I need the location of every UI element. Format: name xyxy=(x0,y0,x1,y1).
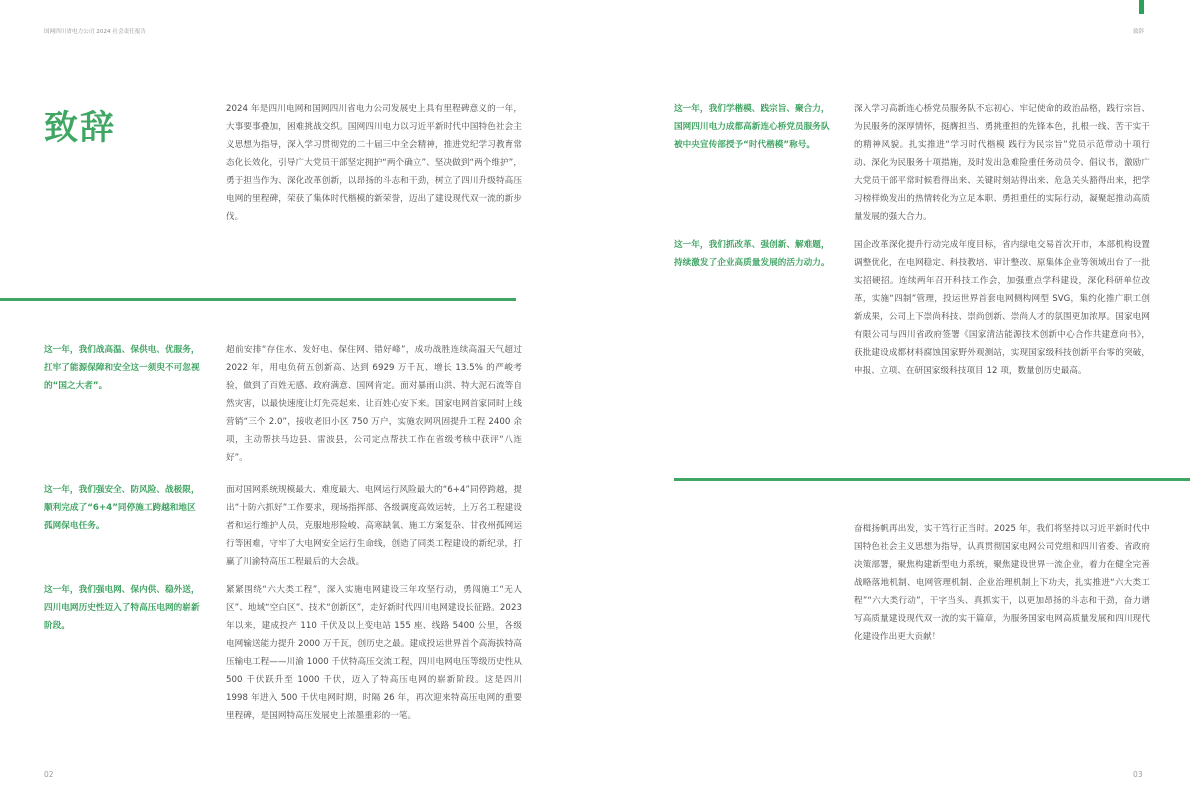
left-divider-rule xyxy=(0,298,516,301)
right-divider-rule xyxy=(674,478,1190,481)
highlight-quote-5: 这一年，我们抓改革、强创新、解难题，持续激发了企业高质量发展的活力动力。 xyxy=(674,240,830,268)
section-running-header: 致辞 xyxy=(1133,29,1145,35)
intro-paragraph: 2024 年是四川电网和国网四川省电力公司发展史上具有里程碑意义的一年，大事要事叠加，困难挑战交织。国网四川电力以习近平新时代中国特色社会主义思想为指导，深入学习贯彻党的二十届三中全会精神，推进党纪学习教育常态化长效化，引导广大党员干部坚定拥护“两个确立”、坚决做到“两个维护”，勇于担当作为、深化改革创新，以昂扬的斗志和干劲，树立了四川升级特高压电网的里程碑，荣获了集体时代楷模的新荣誉，迈出了建设现代双一流的新步伐。 xyxy=(226,104,522,222)
highlight-quote-3: 这一年，我们强电网、保内供、稳外送，四川电网历史性迈入了特高压电网的崭新阶段。 xyxy=(44,585,200,631)
section-paragraph-5: 国企改革深化提升行动完成年度目标，省内绿电交易首次开市，本部机构设置调整优化，在电网稳定、科技教培、审计整改、原集体企业等领域出台了一批实招硬招。连续两年召开科技工作会，加强重点学科建设，深化科研单位改革，实施“四制”管理，投运世界首套电网侧构网型 SVG，集约化推广职工创新成果，公司上下崇尚科技、崇尚创新、崇尚人才的氛围更加浓厚。国家电网有限公司与四川省政府签署《国家清洁能源技术创新中心合作共建意向书》，获批建设成都材料腐蚀国家野外观测站，实现国家级科技创新平台零的突破，申报、立项、在研国家级科技项目 12 项，数量创历史最高。 xyxy=(854,240,1150,376)
section-tab-marker xyxy=(1139,0,1144,14)
page-number-left: 02 xyxy=(44,770,54,779)
closing-paragraph: 奋楫扬帆再出发，实干笃行正当时。2025 年，我们将坚持以习近平新时代中国特色社会主义思想为指导，认真贯彻国家电网公司党组和四川省委、省政府决策部署，聚焦构建新型电力系统，聚焦建设世界一流企业，着力在健全完善战略落地机制、电网管理机制、企业治理机制上下功夫，扎实推进“六大类工程”“六大类行动”，干字当头、真抓实干，以更加昂扬的斗志和干劲，奋力谱写高质量建设现代双一流的实干篇章，为服务国家电网高质量发展和四川现代化建设作出更大贡献！ xyxy=(854,524,1150,642)
highlight-quote-4: 这一年，我们学楷模、践宗旨、聚合力，国网四川电力成都高新连心桥党员服务队被中央宣传部授予“时代楷模”称号。 xyxy=(674,104,830,150)
section-paragraph-4: 深入学习高新连心桥党员服务队不忘初心、牢记使命的政治品格，践行宗旨、为民服务的深厚情怀，挺膺担当、勇挑重担的先锋本色，扎根一线、苦干实干的精神风貌。扎实推进“学习时代楷模 践行为民宗旨”党员示范带动十项行动、深化为民服务十项措施，及时发出急难险重任务动员令、倡议书，激励广大党员干部平常时候看得出来、关键时刻站得出来、危急关头豁得出来，把学习榜样焕发出的热情转化为立足本职、勇担重任的实际行动，凝聚起推动高质量发展的强大合力。 xyxy=(854,104,1150,222)
page-number-right: 03 xyxy=(1133,770,1143,779)
report-running-header: 国网四川省电力公司 2024 社会责任报告 xyxy=(44,29,147,35)
highlight-quote-2: 这一年，我们强安全、防风险、战极限，顺利完成了“6+4”同停施工跨越和地区孤网保电任务。 xyxy=(44,485,200,531)
section-paragraph-2: 面对国网系统规模最大、难度最大、电网运行风险最大的“6+4”同停跨越，提出“十防六抓好”工作要求，现场指挥部、各级调度高效运转，上万名工程建设者和运行维护人员，克服地形险峻、高寒缺氧、施工方案复杂、甘孜州孤网运行等困难，守牢了大电网安全运行生命线，创造了同类工程建设的新纪录，打赢了川渝特高压工程最后的大会战。 xyxy=(226,485,522,567)
highlight-quote-1: 这一年，我们战高温、保供电、优服务，扛牢了能源保障和安全这一须臾不可忽视的“国之大者”。 xyxy=(44,345,200,391)
section-paragraph-1: 超前安排“存住水、发好电、保住网、错好峰”，成功战胜连续高温天气超过 2022 年，用电负荷五创新高、达到 6929 万千瓦、增长 13.5% 的严峻考验，做到了百姓无感、政府满意、国网肯定。面对暴雨山洪、特大泥石流等自然灾害，以最快速度让灯先亮起来、让百姓心安下来。国家电网首家同时上线营销“三个 2.0”，接收老旧小区 750 万户，实施农网巩固提升工程 2400 余项，主动帮扶马边县、雷波县，公司定点帮扶工作在省级考核中获评“八连好”。 xyxy=(226,345,522,463)
section-paragraph-3: 紧紧围绕“六大类工程”，深入实施电网建设三年攻坚行动，勇闯施工“无人区”、地域“空白区”、技术“创新区”，走好新时代四川电网建设长征路。2023 年以来，建成投产 110 千伏及以上变电站 155 座、线路 5400 公里，各级电网输送能力提升 2000 万千瓦，创历史之最。建成投运世界首个高海拔特高压输电工程——川渝 1000 千伏特高压交流工程，四川电网电压等级历史性从 500 千伏跃升至 1000 千伏，迈入了特高压电网的崭新阶段。这是四川 1998 年进入 500 千伏电网时期，时隔 26 年，再次迎来特高压电网的重要里程碑，是国网特高压发展史上浓墨重彩的一笔。 xyxy=(226,585,522,721)
page-title: 致辞 xyxy=(44,108,116,148)
